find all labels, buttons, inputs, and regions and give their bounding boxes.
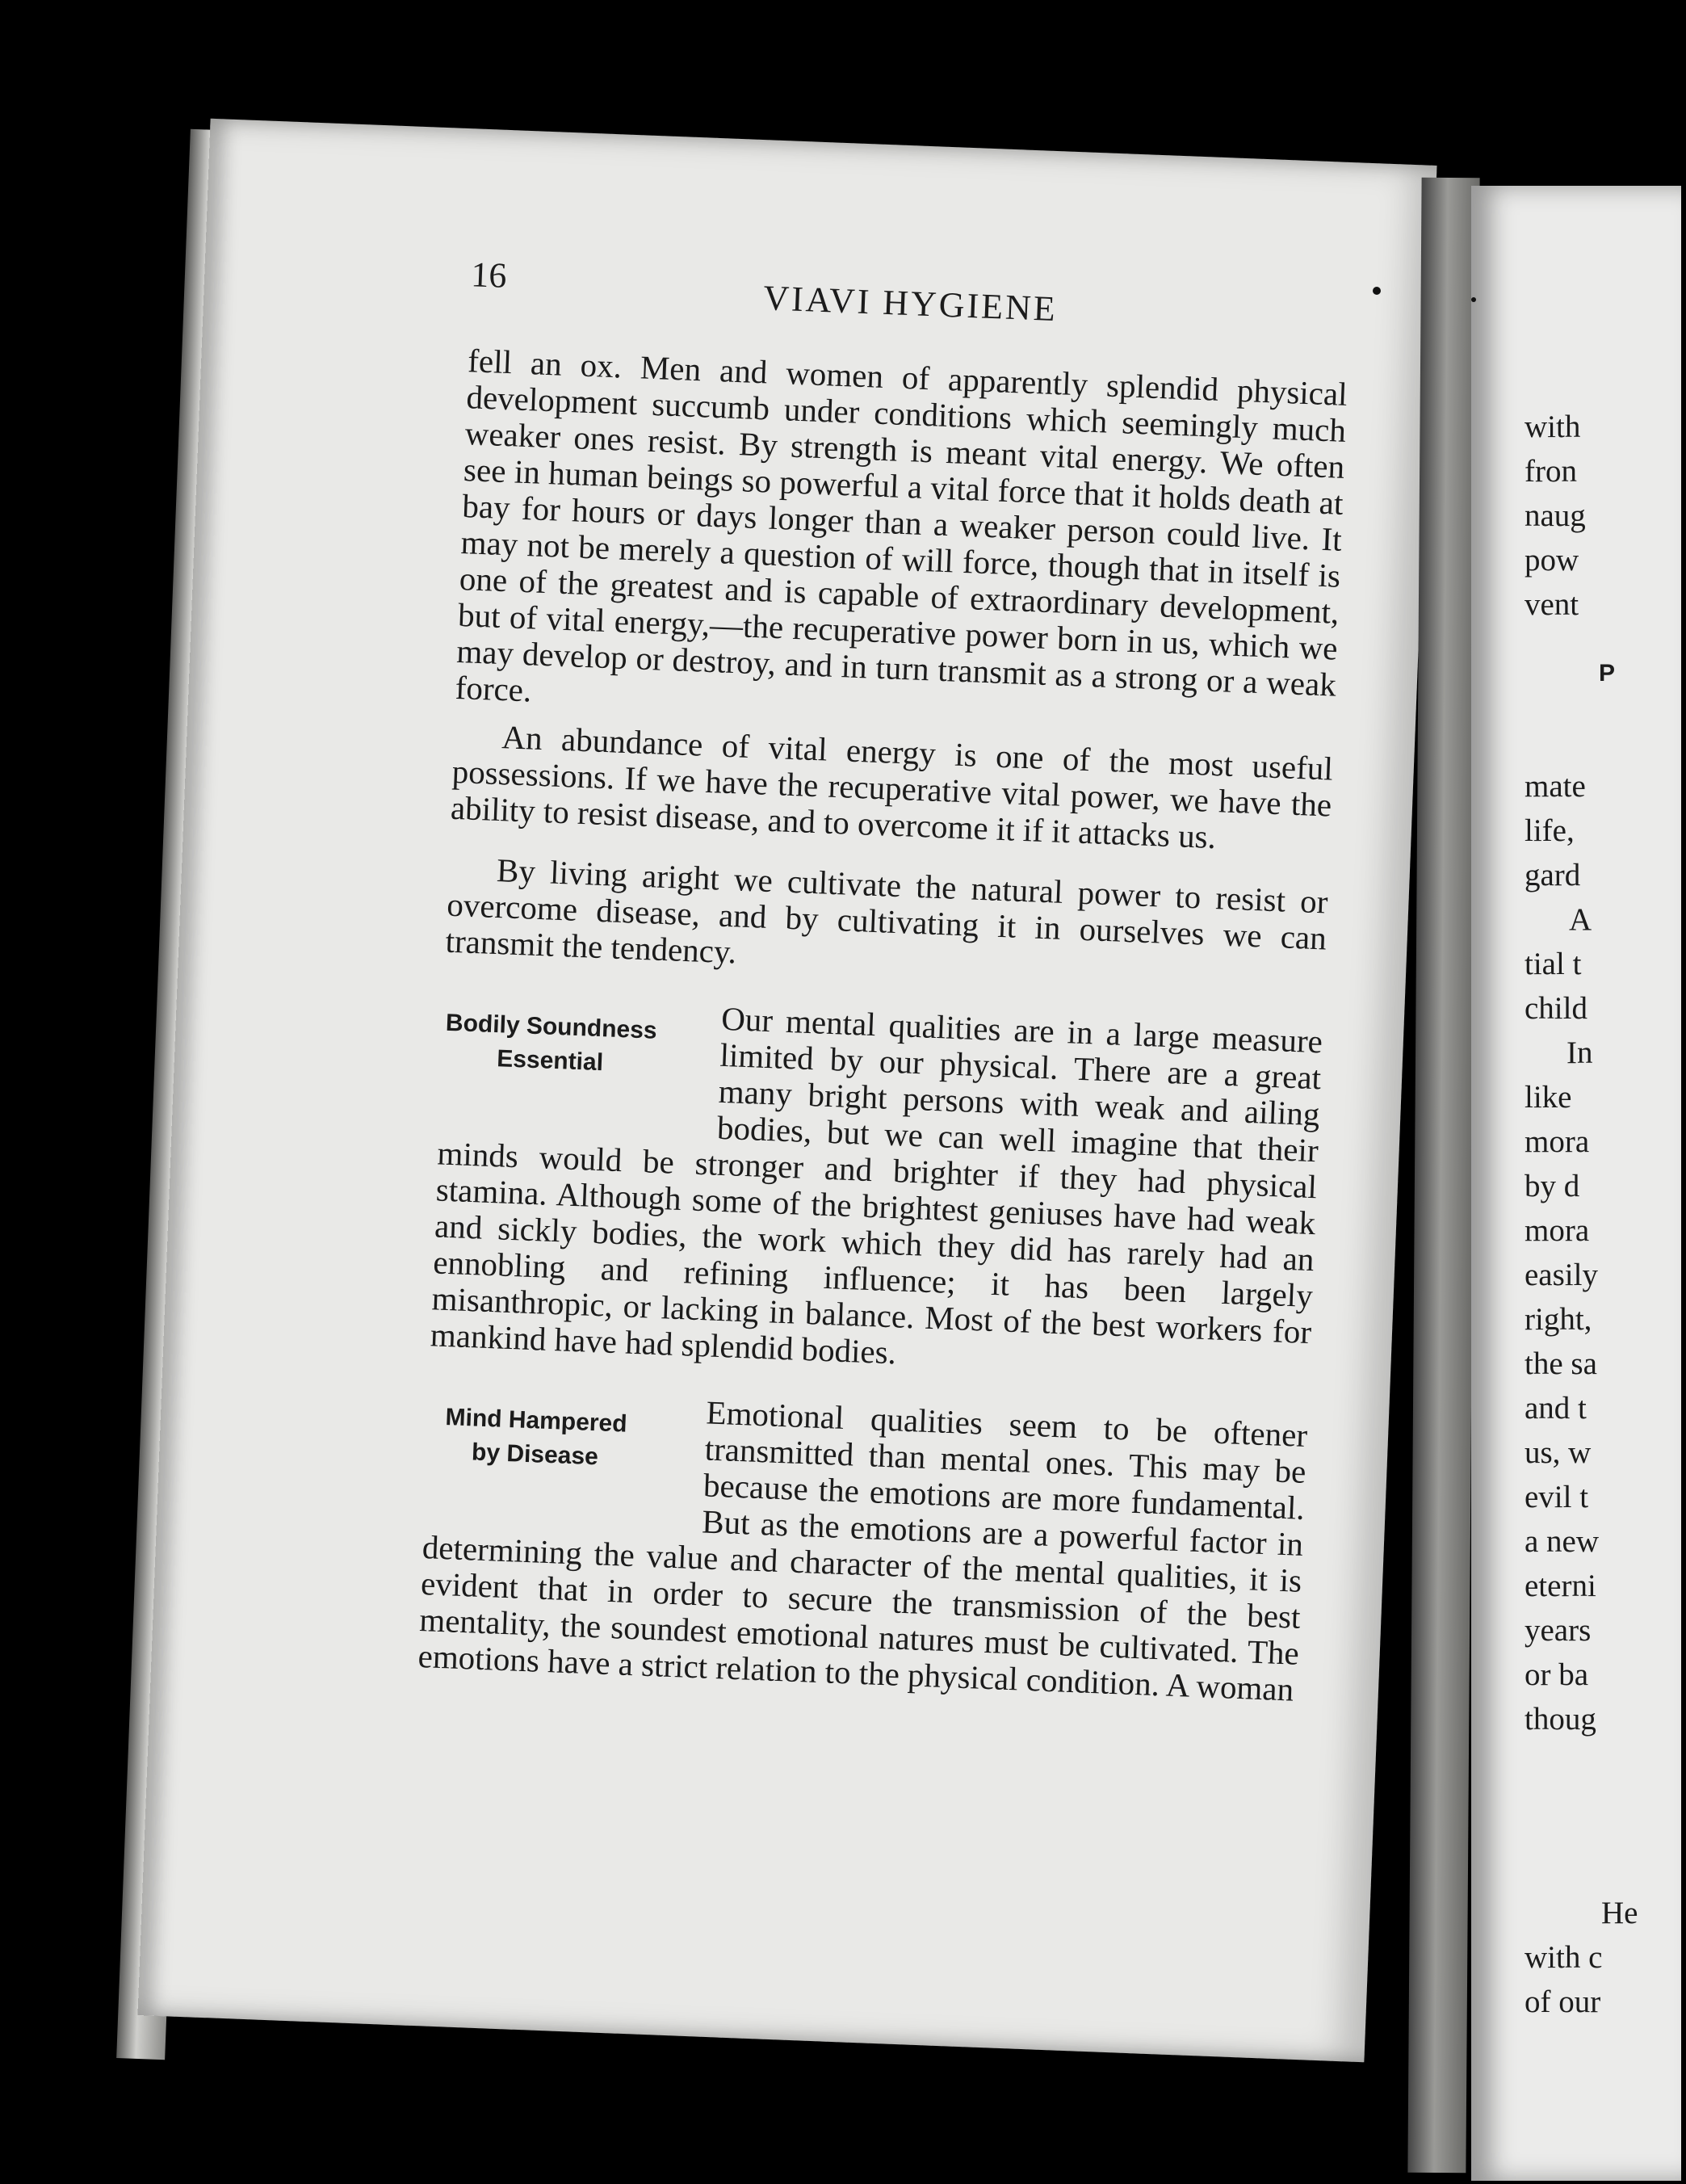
fragment: child: [1525, 991, 1587, 1026]
fragment: pow: [1525, 543, 1579, 578]
page-number: 16: [470, 254, 508, 296]
fragment: like: [1525, 1080, 1572, 1115]
section-text: Emotional qualities seem to be oftener transmitted than mental ones. This may be because the emotions are more fundamental. But as the emotions are a powerful factor in determining the value and character of the mental qualities, it is evident that in order to secure the transmission of the best mentality, the soundest emotional natures must be cultivated. The emotions have a strict relation to the physical condition. A woman: [417, 1393, 1308, 1708]
fragment: the sa: [1525, 1346, 1597, 1381]
fragment: right,: [1525, 1302, 1592, 1337]
fragment: vent: [1525, 587, 1579, 622]
fragment: P: [1599, 660, 1616, 687]
paragraph-3: By living aright we cultivate the natural power to resist or overcome disease, and by cultivating it in ourselves we can transmit the tendency.: [444, 851, 1329, 971]
left-page-content: [417, 254, 1348, 1708]
fragment: A: [1569, 902, 1592, 937]
sidehead-bodily-soundness: [416, 989, 686, 1083]
fragment: evil t: [1525, 1480, 1589, 1514]
sidehead-line: Essential: [496, 1045, 604, 1077]
fragment: In: [1566, 1035, 1593, 1070]
fragment: mora: [1525, 1213, 1590, 1248]
fragment: thoug: [1525, 1702, 1596, 1737]
fragment: and t: [1525, 1391, 1587, 1426]
fragment: He: [1601, 1896, 1638, 1930]
scan-speck: [1471, 297, 1476, 302]
fragment: naug: [1525, 498, 1586, 533]
fragment: with: [1525, 410, 1581, 444]
fragment: gard: [1525, 858, 1581, 892]
sidehead-line: Bodily Soundness: [445, 1009, 658, 1044]
fragment: eterni: [1525, 1569, 1596, 1603]
sidehead-line: by Disease: [471, 1438, 599, 1471]
fragment: a new: [1525, 1524, 1600, 1559]
fragment: years: [1525, 1613, 1592, 1648]
fragment: us, w: [1525, 1435, 1592, 1470]
fragment: with c: [1525, 1940, 1603, 1975]
scan-speck: [1373, 287, 1381, 295]
paragraph-2: An abundance of vital energy is one of the most useful possessions. If we have the recuperative vital power, we have the ability to resist disease, and to overcome it if it attacks us.: [450, 718, 1334, 856]
section-mind-hampered: [417, 1384, 1308, 1708]
section-text: Our mental qualities are in a large measure limited by our physical. There are a great many bright persons with weak and ailing bodies, but we can well imagine that their minds would be stronger and brighter if they had physical stamina. Although some of the brightest geniuses have had weak and sickly bodies, the work which they did has rarely had an ennobling and refining influence; it has been largely misanthropic, or lacking in balance. Most of the best workers for mankind have had splendid bodies.: [430, 999, 1323, 1371]
left-page: [137, 119, 1436, 2063]
fragment: fron: [1525, 454, 1577, 489]
fragment: easily: [1525, 1258, 1598, 1292]
fragment: life,: [1525, 813, 1575, 848]
fragment: by d: [1525, 1169, 1580, 1203]
fragment: mora: [1525, 1124, 1590, 1159]
sidehead-mind-hampered: [401, 1383, 671, 1477]
fragment: or ba: [1525, 1657, 1589, 1692]
paragraph-1: fell an ox. Men and women of apparently splendid physical development succumb under conditions which seemingly much weaker ones resist. By strength is meant vital energy. We often see in human beings so powerful a vital force that it holds death at bay for hours or days longer than a weaker person could live. It may not be merely a question of will force, though that in itself is one of the greatest and is capable of extraordinary development, but of vital energy,—the recuperative power born in us, which we may develop or destroy, and in turn transmit as a strong or a weak force.: [454, 342, 1348, 709]
fragment: tial t: [1525, 947, 1582, 981]
section-bodily-soundness: [430, 990, 1323, 1388]
running-head: VIAVI HYGIENE: [762, 278, 1059, 330]
fragment: mate: [1525, 769, 1586, 804]
sidehead-line: Mind Hampered: [445, 1404, 628, 1438]
fragment: of our: [1525, 1984, 1601, 2019]
